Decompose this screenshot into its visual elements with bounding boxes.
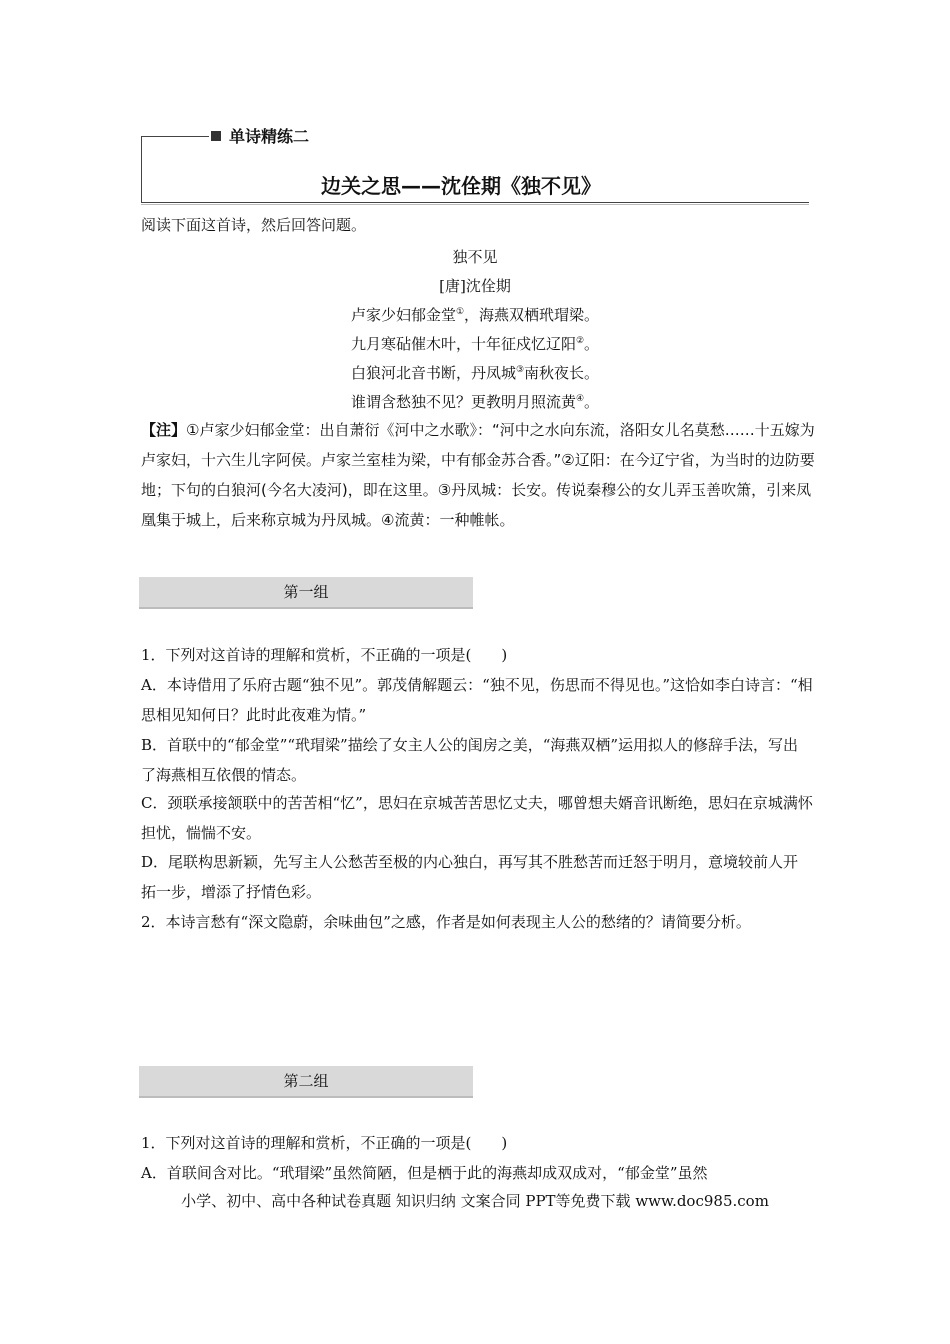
intro-text: 阅读下面这首诗，然后回答问题。 <box>141 216 367 234</box>
header-rule-top <box>141 136 209 137</box>
g1-option-a: A．本诗借用了乐府古题“独不见”。郭茂倩解题云：“独不见，伤思而不得见也。”这恰如李白诗言：“相思相见知何日？此时此夜难为情。” <box>141 676 813 724</box>
poem-line: 谁谓含愁独不见？更教明月照流黄④。 <box>350 393 600 411</box>
header-rule-bottom <box>141 202 809 203</box>
g1-option-b: B．首联中的“郁金堂”“玳瑁梁”描绘了女主人公的闺房之美，“海燕双栖”运用拟人的修辞手法，写出了海燕相互依偎的情态。 <box>141 736 799 784</box>
poem-line: 白狼河北音书断，丹凤城③南秋夜长。 <box>350 364 600 382</box>
g1-question-2: 2．本诗言愁有“深文隐蔚，余味曲包”之感，作者是如何表现主人公的愁绪的？请简要分析。 <box>141 913 751 931</box>
section-header <box>141 127 809 204</box>
note-label: 【注】 <box>141 421 187 439</box>
square-bullet-icon <box>211 131 221 141</box>
footer-text: 小学、初中、高中各种试卷真题 知识归纳 文案合同 PPT等免费下载 www.doc985.com <box>181 1192 769 1210</box>
note-text: ①卢家少妇郁金堂：出自萧衍《河中之水歌》：“河中之水向东流，洛阳女儿名莫愁……十五嫁为卢家妇，十六生儿字阿侯。卢家兰室桂为梁，中有郁金苏合香。”②辽阳：在今辽宁省，为当时的边防要地；下句的白狼河(今名大凌河)，即在这里。③丹凤城：长安。传说秦穆公的女儿弄玉善吹箫，引来凤凰集于城上，后来称京城为丹凤城。④流黄：一种帷帐。 <box>141 421 815 529</box>
g2-question-1: 1．下列对这首诗的理解和赏析，不正确的一项是( ) <box>141 1134 508 1152</box>
group-2-header: 第二组 <box>139 1066 473 1098</box>
header-rule-left <box>141 136 142 202</box>
g1-question-1: 1．下列对这首诗的理解和赏析，不正确的一项是( ) <box>141 646 508 664</box>
group-1-header: 第一组 <box>139 577 473 609</box>
poem-line: 九月寒砧催木叶，十年征戍忆辽阳②。 <box>350 335 600 353</box>
poem-author: [唐]沈佺期 <box>439 277 511 295</box>
header-rule-bottom-shadow <box>141 204 809 205</box>
g1-option-d: D．尾联构思新颖，先写主人公愁苦至极的内心独白，再写其不胜愁苦而迁怒于明月，意境较前人开拓一步，增添了抒情色彩。 <box>141 853 799 901</box>
g1-option-c: C．颈联承接颔联中的苦苦相“忆”，思妇在京城苦苦思忆丈夫，哪曾想夫婿音讯断绝，思妇在京城满怀担忧，惴惴不安。 <box>141 794 813 842</box>
poem-title: 独不见 <box>452 248 498 266</box>
section-label: 单诗精练二 <box>229 127 310 146</box>
g2-option-a: A．首联间含对比。“玳瑁梁”虽然简陋，但是栖于此的海燕却成双成对，“郁金堂”虽然 <box>141 1164 708 1182</box>
poem-line: 卢家少妇郁金堂①，海燕双栖玳瑁梁。 <box>350 306 600 324</box>
page-title: 边关之思——沈佺期《独不见》 <box>321 174 601 198</box>
annotation-note <box>141 415 817 535</box>
